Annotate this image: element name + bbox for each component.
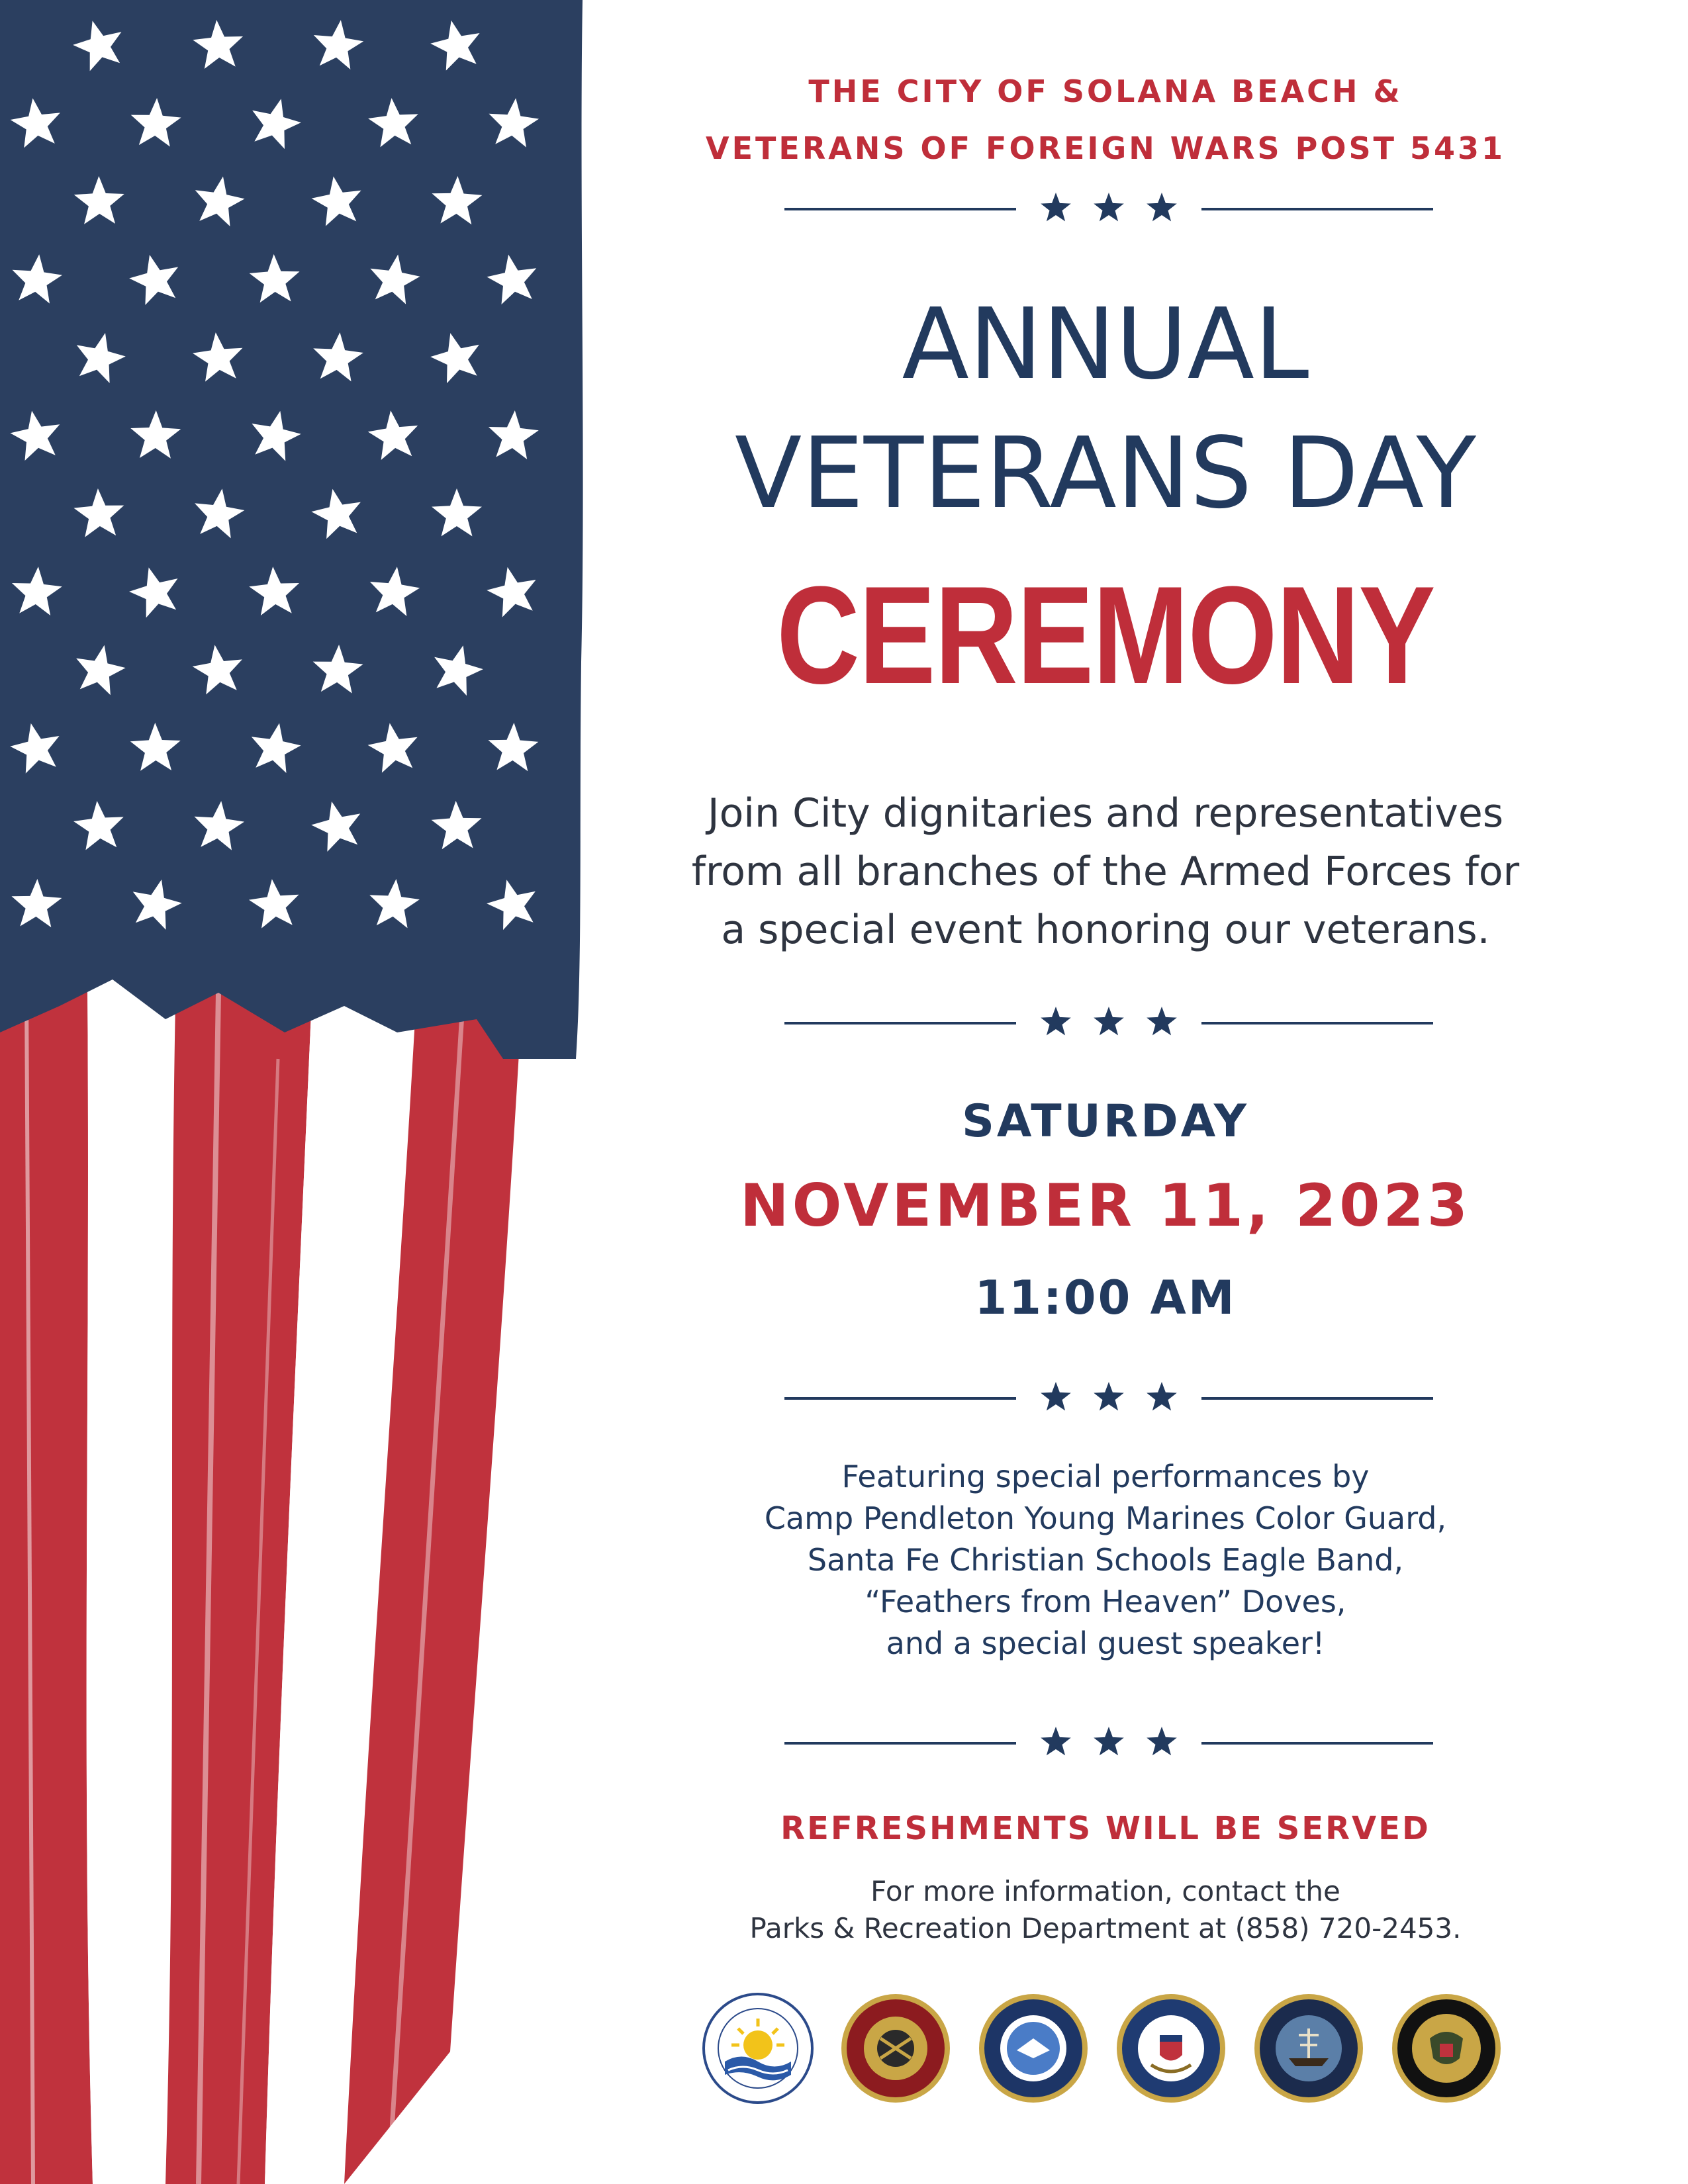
contact-line: Parks & Recreation Department at (858) 720-2453. (749, 1912, 1462, 1944)
star-divider (784, 189, 1433, 228)
seal-row (702, 1992, 1516, 2111)
divider-star (1094, 193, 1124, 221)
intro-paragraph (688, 784, 1523, 959)
three-stars-icon (1036, 1378, 1182, 1418)
performance-line: Featuring special performances by (841, 1459, 1370, 1494)
performance-line: “Feathers from Heaven” Doves, (865, 1584, 1346, 1619)
divider-star (1147, 193, 1177, 221)
divider-star (1041, 1007, 1071, 1035)
performance-line: Camp Pendleton Young Marines Color Guard, (764, 1500, 1447, 1536)
title-line-3: CEREMONY (776, 557, 1434, 713)
intro-line: a special event honoring our veterans. (721, 907, 1490, 953)
city-of-solana-beach-seal (702, 1992, 814, 2105)
contact-line: For more information, contact the (870, 1875, 1340, 1907)
star-divider (784, 1378, 1433, 1418)
host-organizations (688, 63, 1523, 177)
three-stars-icon (1036, 189, 1182, 228)
host-line-2: VETERANS OF FOREIGN WARS POST 5431 (706, 130, 1505, 166)
air-force-seal (977, 1992, 1090, 2105)
navy-seal (1252, 1992, 1365, 2105)
american-flag-illustration (0, 0, 596, 2184)
divider-star (1041, 193, 1071, 221)
intro-line: from all branches of the Armed Forces for (691, 848, 1520, 895)
divider-star (1094, 1382, 1124, 1410)
divider-star (1041, 1382, 1071, 1410)
star-divider (784, 1723, 1433, 1762)
performance-line: and a special guest speaker! (886, 1625, 1325, 1661)
event-day: SATURDAY (961, 1095, 1250, 1148)
coast-guard-seal (1115, 1992, 1227, 2105)
intro-line: Join City dignitaries and representatives (707, 790, 1504, 837)
marine-corps-seal (839, 1992, 952, 2105)
title-line-1: ANNUAL (902, 287, 1309, 401)
title-line-2: VETERANS DAY (735, 416, 1476, 530)
divider-star (1094, 1007, 1124, 1035)
divider-star (1094, 1727, 1124, 1755)
contact-info (688, 1873, 1523, 1947)
event-time: 11:00 AM (974, 1271, 1237, 1325)
event-date: NOVEMBER 11, 2023 (740, 1171, 1471, 1240)
performances-list (688, 1456, 1523, 1664)
divider-star (1147, 1007, 1177, 1035)
divider-star (1041, 1727, 1071, 1755)
star-divider (784, 1003, 1433, 1042)
three-stars-icon (1036, 1723, 1182, 1762)
divider-star (1147, 1382, 1177, 1410)
performance-line: Santa Fe Christian Schools Eagle Band, (807, 1542, 1404, 1578)
divider-star (1147, 1727, 1177, 1755)
host-line-1: THE CITY OF SOLANA BEACH & (808, 73, 1403, 109)
three-stars-icon (1036, 1003, 1182, 1042)
flag-stripes (0, 860, 530, 2184)
army-seal (1390, 1992, 1503, 2105)
refreshments-note: REFRESHMENTS WILL BE SERVED (780, 1810, 1430, 1847)
